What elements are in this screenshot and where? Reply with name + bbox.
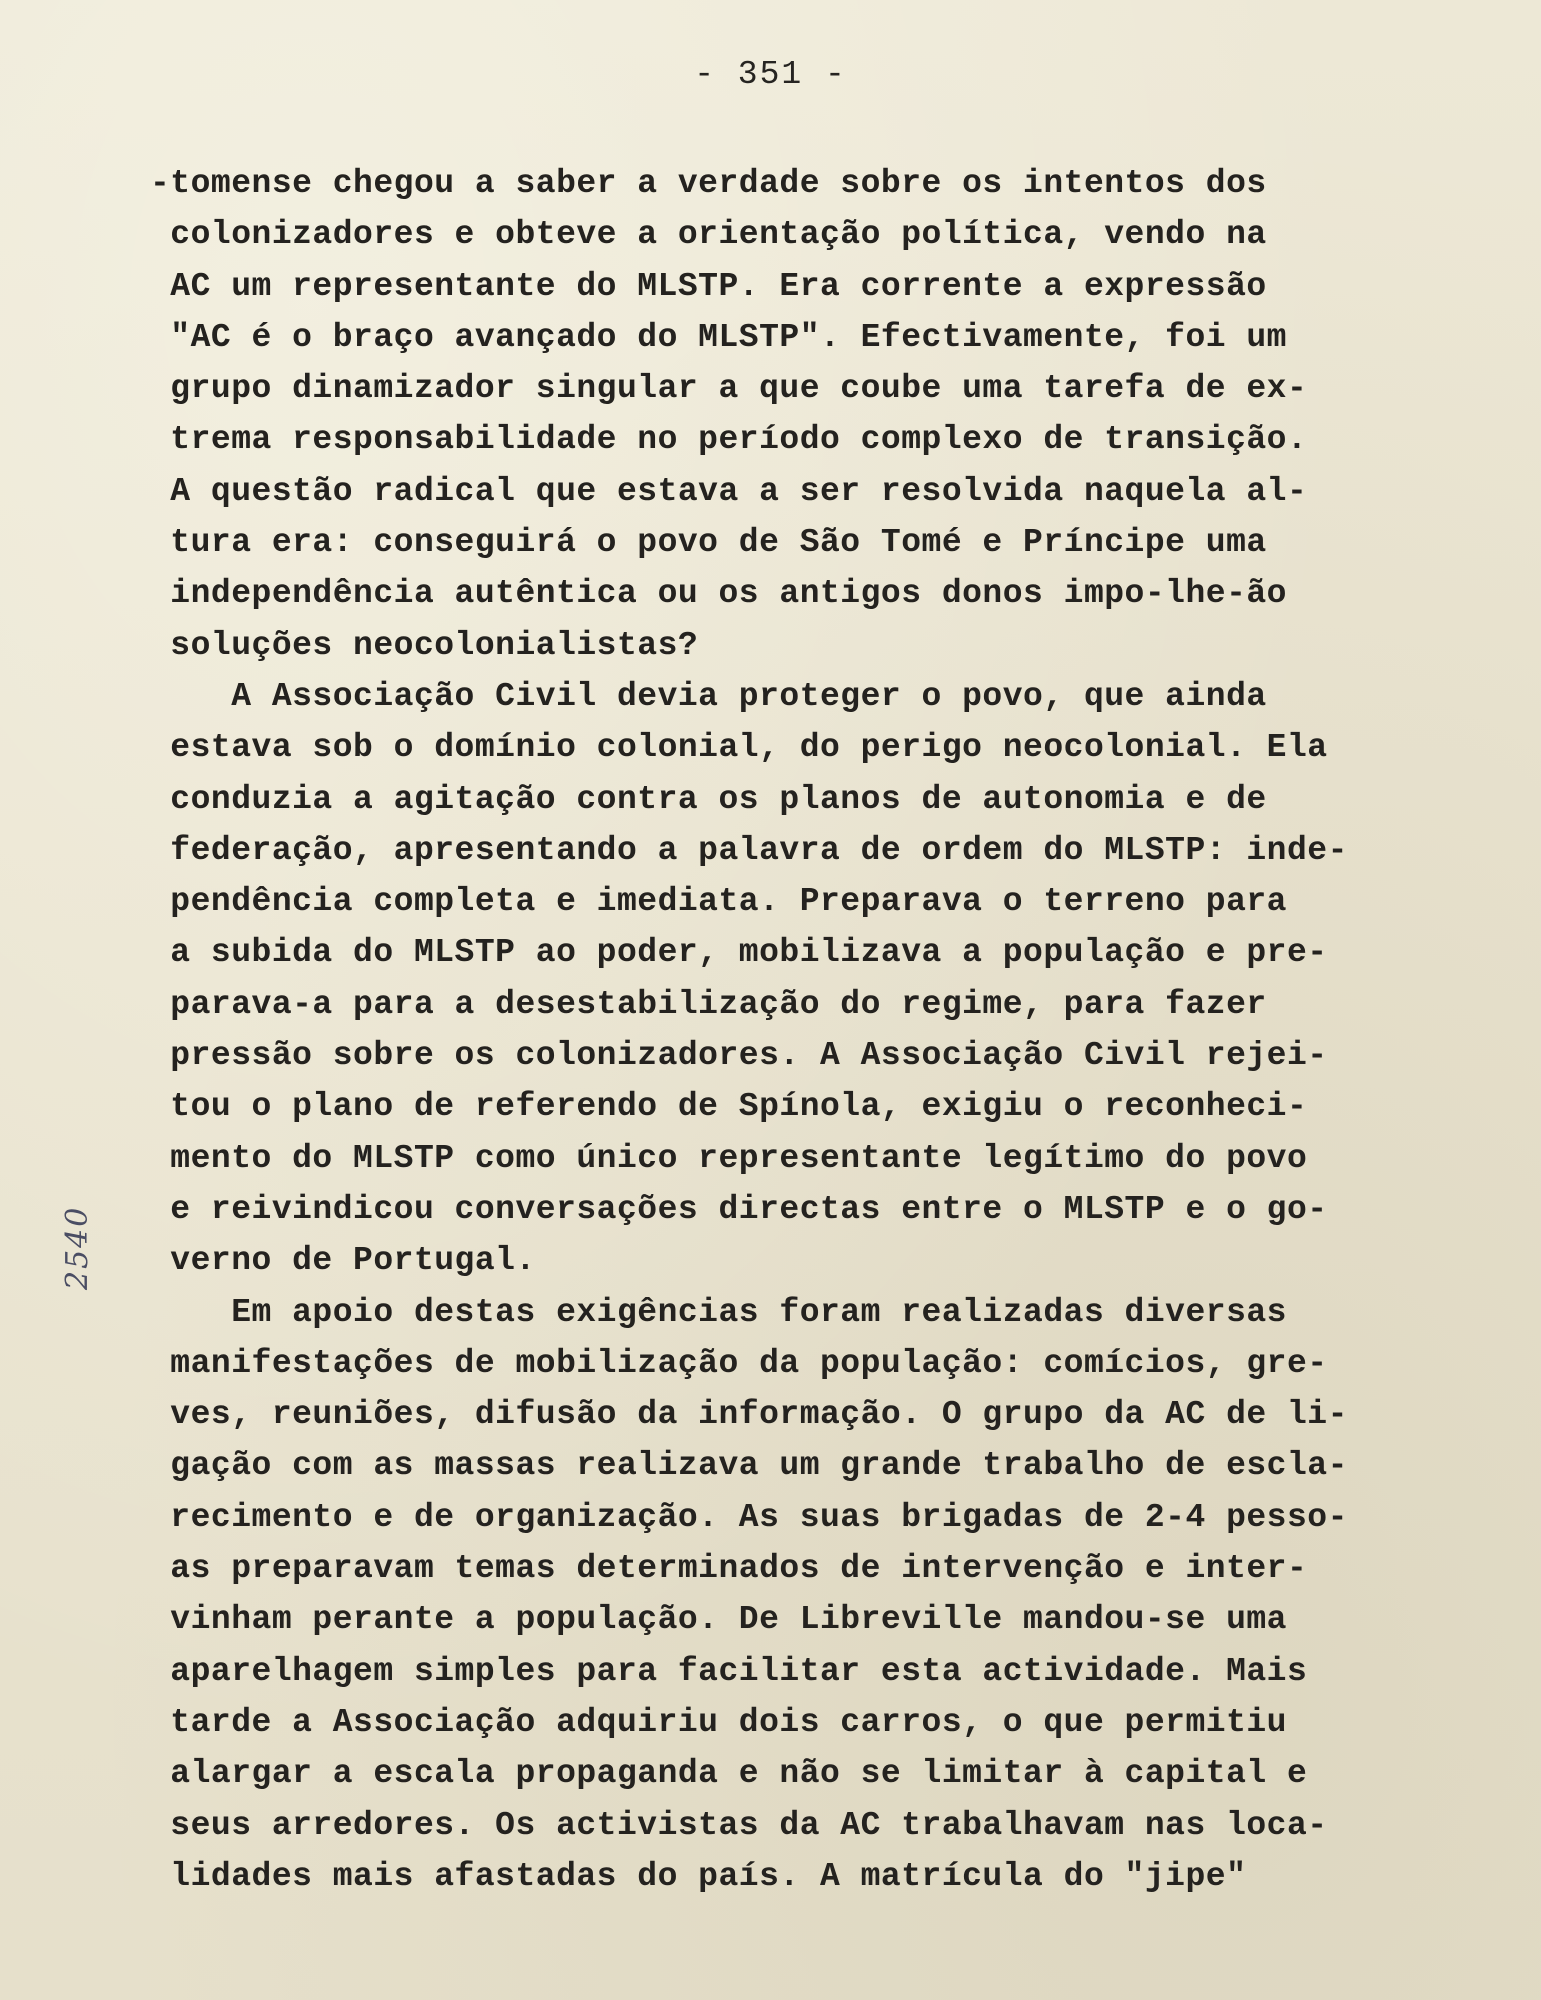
- text-line: A Associação Civil devia proteger o povo, que ainda: [150, 677, 1267, 715]
- text-line: ves, reuniões, difusão da informação. O grupo da AC de li-: [150, 1396, 1348, 1434]
- text-line: soluções neocolonialistas?: [150, 626, 699, 664]
- text-line: tura era: conseguirá o povo de São Tomé e Príncipe uma: [150, 524, 1267, 562]
- text-line: mento do MLSTP como único representante legítimo do povo: [150, 1139, 1308, 1177]
- text-line: trema responsabilidade no período complexo de transição.: [150, 421, 1308, 459]
- text-line: federação, apresentando a palavra de ordem do MLSTP: inde-: [150, 831, 1348, 869]
- text-line: estava sob o domínio colonial, do perigo neocolonial. Ela: [150, 729, 1328, 767]
- text-line: -tomense chegou a saber a verdade sobre os intentos dos: [150, 165, 1267, 202]
- text-line: aparelhagem simples para facilitar esta actividade. Mais: [150, 1652, 1308, 1690]
- text-line: a subida do MLSTP ao poder, mobilizava a população e pre-: [150, 934, 1328, 972]
- body-text: [150, 158, 1360, 1902]
- text-line: conduzia a agitação contra os planos de autonomia e de: [150, 780, 1267, 818]
- text-line: grupo dinamizador singular a que coube uma tarefa de ex-: [150, 370, 1308, 408]
- text-line: AC um representante do MLSTP. Era corrente a expressão: [150, 267, 1267, 305]
- text-line: seus arredores. Os activistas da AC trabalhavam nas loca-: [150, 1806, 1328, 1844]
- text-line: pendência completa e imediata. Preparava o terreno para: [150, 883, 1287, 921]
- page-number: - 351 -: [694, 56, 847, 93]
- text-line: independência autêntica ou os antigos donos impo-lhe-ão: [150, 575, 1287, 613]
- text-line: verno de Portugal.: [150, 1242, 536, 1280]
- text-line: lidades mais afastadas do país. A matrícula do "jipe": [150, 1857, 1247, 1895]
- text-line: A questão radical que estava a ser resolvida naquela al-: [150, 472, 1308, 510]
- text-line: e reivindicou conversações directas entre o MLSTP e o go-: [150, 1190, 1328, 1228]
- text-line: "AC é o braço avançado do MLSTP". Efectivamente, foi um: [150, 318, 1287, 356]
- text-line: manifestações de mobilização da população: comícios, gre-: [150, 1344, 1328, 1382]
- text-line: gação com as massas realizava um grande trabalho de escla-: [150, 1447, 1348, 1485]
- text-line: recimento e de organização. As suas brigadas de 2-4 pesso-: [150, 1498, 1348, 1536]
- text-line: colonizadores e obteve a orientação política, vendo na: [150, 216, 1267, 254]
- text-line: Em apoio destas exigências foram realizadas diversas: [150, 1293, 1287, 1331]
- text-line: pressão sobre os colonizadores. A Associação Civil rejei-: [150, 1037, 1328, 1075]
- text-line: tou o plano de referendo de Spínola, exigiu o reconheci-: [150, 1088, 1308, 1126]
- text-line: vinham perante a população. De Libreville mandou-se uma: [150, 1601, 1287, 1639]
- text-line: as preparavam temas determinados de intervenção e inter-: [150, 1550, 1308, 1588]
- text-line: alargar a escala propaganda e não se limitar à capital e: [150, 1755, 1308, 1793]
- text-line: tarde a Associação adquiriu dois carros, o que permitiu: [150, 1703, 1287, 1741]
- text-line: parava-a para a desestabilização do regime, para fazer: [150, 985, 1267, 1023]
- margin-handwritten-number: 2540: [60, 1205, 95, 1290]
